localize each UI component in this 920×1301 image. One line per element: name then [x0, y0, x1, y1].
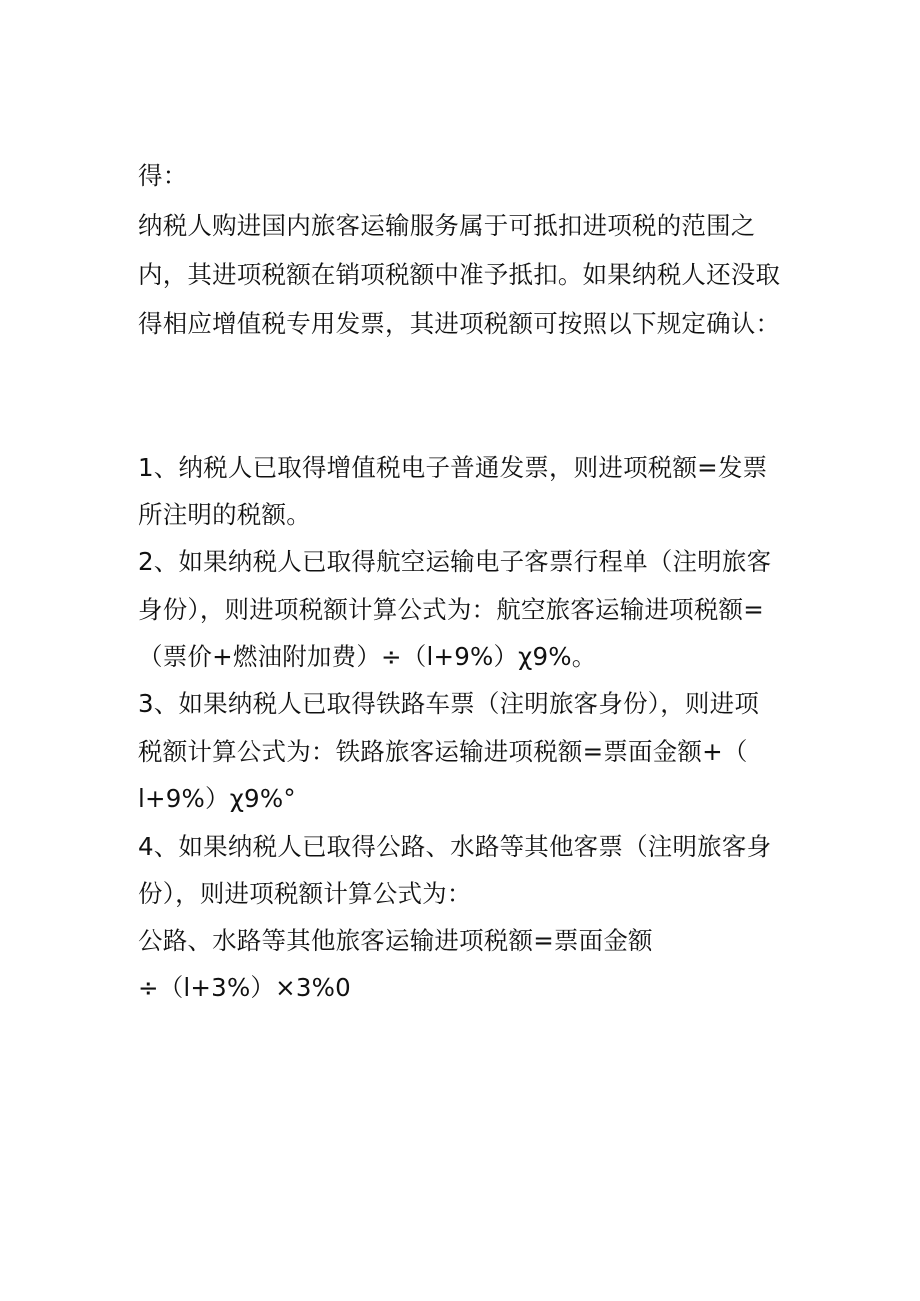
item-4-line-4: ÷（l+3%）×3%0: [138, 973, 351, 1002]
item-3-line-1: 3、如果纳税人已取得铁路车票（注明旅客身份），则进项: [138, 689, 760, 718]
item-1-line-1: 1、纳税人已取得增值税电子普通发票，则进项税额=发票: [138, 453, 768, 482]
item-4-line-3: 公路、水路等其他旅客运输进项税额=票面金额: [138, 926, 653, 955]
item-3-line-3: l+9%）χ9%°: [138, 784, 296, 813]
item-2-line-2: 身份），则进项税额计算公式为：航空旅客运输进项税额=: [138, 595, 764, 624]
intro-line-3: 内，其进项税额在销项税额中准予抵扣。如果纳税人还没取: [138, 260, 781, 289]
item-4-line-1: 4、如果纳税人已取得公路、水路等其他客票（注明旅客身: [138, 832, 772, 861]
item-2-line-3: （票价+燃油附加费）÷（l+9%）χ9%。: [138, 642, 597, 671]
intro-line-1: 得：: [138, 161, 188, 190]
intro-line-2: 纳税人购进国内旅客运输服务属于可抵扣进项税的范围之: [138, 211, 756, 240]
item-4-line-2: 份），则进项税额计算公式为：: [138, 879, 472, 908]
item-1-line-2: 所注明的税额。: [138, 500, 311, 529]
item-2-line-1: 2、如果纳税人已取得航空运输电子客票行程单（注明旅客: [138, 547, 772, 576]
item-3-line-2: 税额计算公式为：铁路旅客运输进项税额=票面金额+（: [138, 737, 748, 766]
intro-line-4: 得相应增值税专用发票，其进项税额可按照以下规定确认：: [138, 309, 781, 338]
